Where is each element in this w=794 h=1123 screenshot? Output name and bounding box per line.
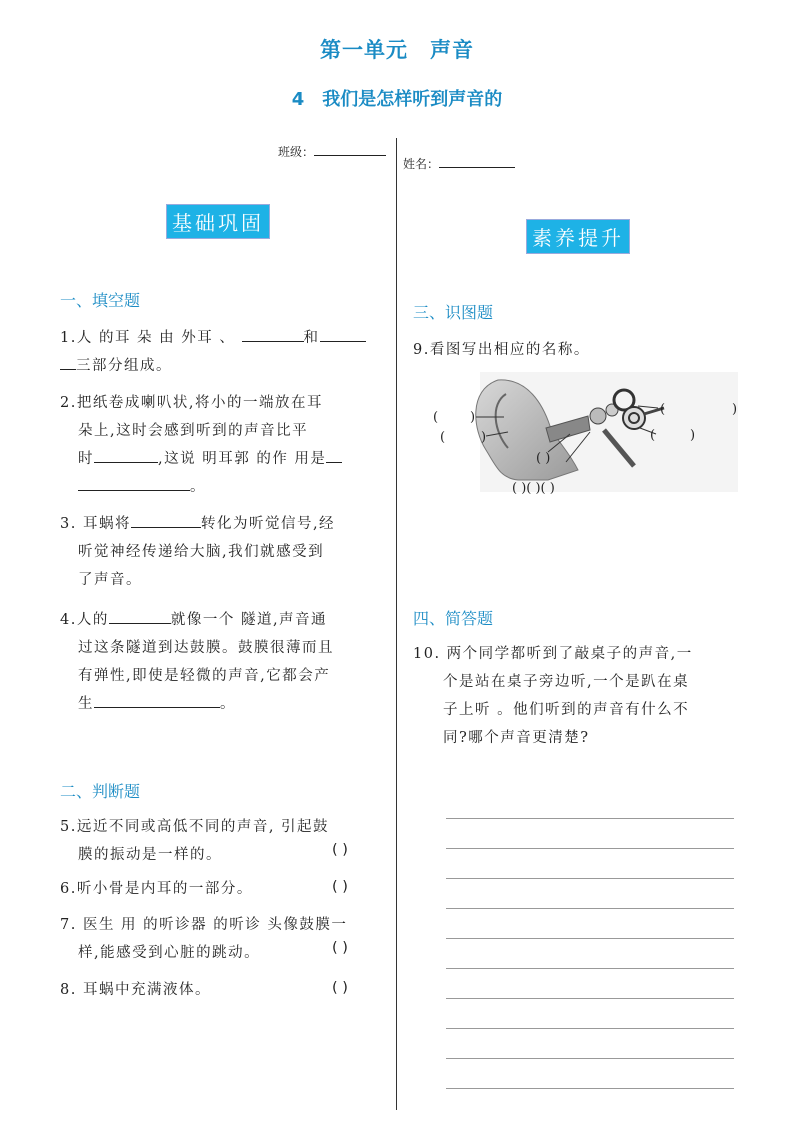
q2-line-2: 朵上,这时会感到听到的声音比平 xyxy=(78,423,309,439)
q10-line-2: 个是站在桌子旁边听,一个是趴在桌 xyxy=(443,674,690,690)
question-3 xyxy=(60,510,386,594)
name-blank[interactable] xyxy=(439,155,515,168)
section-diagram-heading: 三、识图题 xyxy=(413,303,494,322)
q4-blank-2[interactable] xyxy=(94,693,220,708)
ear-label-outer-close[interactable]: ) xyxy=(470,410,476,425)
class-field xyxy=(278,143,386,160)
q4-line-3: 有弹性,即使是轻微的声音,它都会产 xyxy=(78,668,331,684)
q2-blank-1[interactable] xyxy=(94,448,158,463)
ear-label-right1-open: ( xyxy=(660,402,666,417)
name-field xyxy=(403,155,515,172)
column-divider xyxy=(396,138,397,1110)
q8-answer-paren[interactable]: ( ) xyxy=(332,980,348,996)
class-blank[interactable] xyxy=(314,143,386,156)
q2-text-c: 。 xyxy=(190,479,206,495)
section-judge-heading: 二、判断题 xyxy=(60,782,141,801)
question-4 xyxy=(60,606,386,718)
ear-label-canal-open: ( xyxy=(440,430,446,445)
q2-blank-2[interactable] xyxy=(326,448,342,463)
q3-text-a: 3. 耳蜗将 xyxy=(60,516,131,532)
q5-line-2: 膜的振动是一样的。 xyxy=(78,847,222,863)
q6-answer-paren[interactable]: ( ) xyxy=(332,879,348,895)
q2-text-b: ,这说 明耳郭 的作 用是 xyxy=(158,451,327,467)
answer-line[interactable] xyxy=(446,878,734,879)
question-10 xyxy=(413,640,743,752)
q2-blank-2b[interactable] xyxy=(78,476,190,491)
q4-text-c: 生 xyxy=(78,696,94,712)
ear-label-right2-close[interactable]: ) xyxy=(690,428,696,443)
q4-text-d: 。 xyxy=(220,696,236,712)
lesson-title: 4 我们是怎样听到声音的 xyxy=(291,89,503,110)
question-2 xyxy=(60,389,386,501)
q5-line-1: 5.远近不同或高低不同的声音, 引起鼓 xyxy=(60,819,330,835)
q1-blank-1[interactable] xyxy=(242,327,304,342)
q10-line-3: 子上听 。他们听到的声音有什么不 xyxy=(443,702,690,718)
q6-line-1: 6.听小骨是内耳的一部分。 xyxy=(60,881,253,897)
ear-label-right2-open: ( xyxy=(650,428,656,443)
q7-answer-paren[interactable]: ( ) xyxy=(332,940,348,956)
section-short-answer-heading: 四、简答题 xyxy=(413,609,494,628)
answer-line[interactable] xyxy=(446,968,734,969)
ear-label-canal-close[interactable]: ) xyxy=(481,430,487,445)
badge-basic: 基础巩固 xyxy=(166,204,270,239)
question-1 xyxy=(60,324,386,380)
q1-text-c: 三部分组成。 xyxy=(76,358,172,374)
q5-answer-paren[interactable]: ( ) xyxy=(332,842,348,858)
q3-line-3: 了声音。 xyxy=(78,572,142,588)
answer-line[interactable] xyxy=(446,818,734,819)
q3-text-b: 转化为听觉信号,经 xyxy=(200,516,336,532)
question-5 xyxy=(60,813,390,869)
ear-label-middle[interactable]: ( ) xyxy=(536,451,551,466)
q2-text-a: 时 xyxy=(78,451,94,467)
class-label: 班级： xyxy=(278,145,315,159)
ear-label-bottom-row[interactable]: ( )( )( ) xyxy=(512,481,555,496)
q1-text-b: 和 xyxy=(303,330,320,346)
answer-line[interactable] xyxy=(446,938,734,939)
answer-line[interactable] xyxy=(446,1028,734,1029)
q7-line-2: 样,能感受到心脏的跳动。 xyxy=(78,945,261,961)
q1-text-a: 1.人 的耳 朵 由 外耳 、 xyxy=(60,330,236,346)
section-fill-heading: 一、填空题 xyxy=(60,291,141,310)
answer-line[interactable] xyxy=(446,848,734,849)
q4-text-b: 就像一个 隧道,声音通 xyxy=(170,612,328,628)
answer-line[interactable] xyxy=(446,908,734,909)
answer-line[interactable] xyxy=(446,998,734,999)
answer-line[interactable] xyxy=(446,1088,734,1089)
q1-blank-2[interactable] xyxy=(320,327,366,342)
q7-line-1: 7. 医生 用 的听诊器 的听诊 头像鼓膜一 xyxy=(60,917,348,933)
name-label: 姓名： xyxy=(403,157,440,171)
ear-label-right1-close[interactable]: ) xyxy=(732,402,738,417)
question-7 xyxy=(60,911,390,967)
q10-line-1: 10. 两个同学都听到了敲桌子的声音,一 xyxy=(413,646,693,662)
q2-line-1: 2.把纸卷成喇叭状,将小的一端放在耳 xyxy=(60,395,323,411)
answer-line[interactable] xyxy=(446,1058,734,1059)
badge-advanced: 素养提升 xyxy=(526,219,630,254)
q10-line-4: 同?哪个声音更清楚? xyxy=(443,730,590,746)
q8-line-1: 8. 耳蜗中充满液体。 xyxy=(60,982,211,998)
q1-blank-2b[interactable] xyxy=(60,355,76,370)
q4-line-2: 过这条隧道到达鼓膜。鼓膜很薄而且 xyxy=(78,640,334,656)
question-9: 9.看图写出相应的名称。 xyxy=(413,342,590,358)
q3-line-2: 听觉神经传递给大脑,我们就感受到 xyxy=(78,544,325,560)
unit-title: 第一单元 声音 xyxy=(320,38,474,62)
q4-blank-1[interactable] xyxy=(109,609,171,624)
q4-text-a: 4.人的 xyxy=(60,612,109,628)
ear-label-outer-open: ( xyxy=(433,410,439,425)
q3-blank-1[interactable] xyxy=(131,513,201,528)
